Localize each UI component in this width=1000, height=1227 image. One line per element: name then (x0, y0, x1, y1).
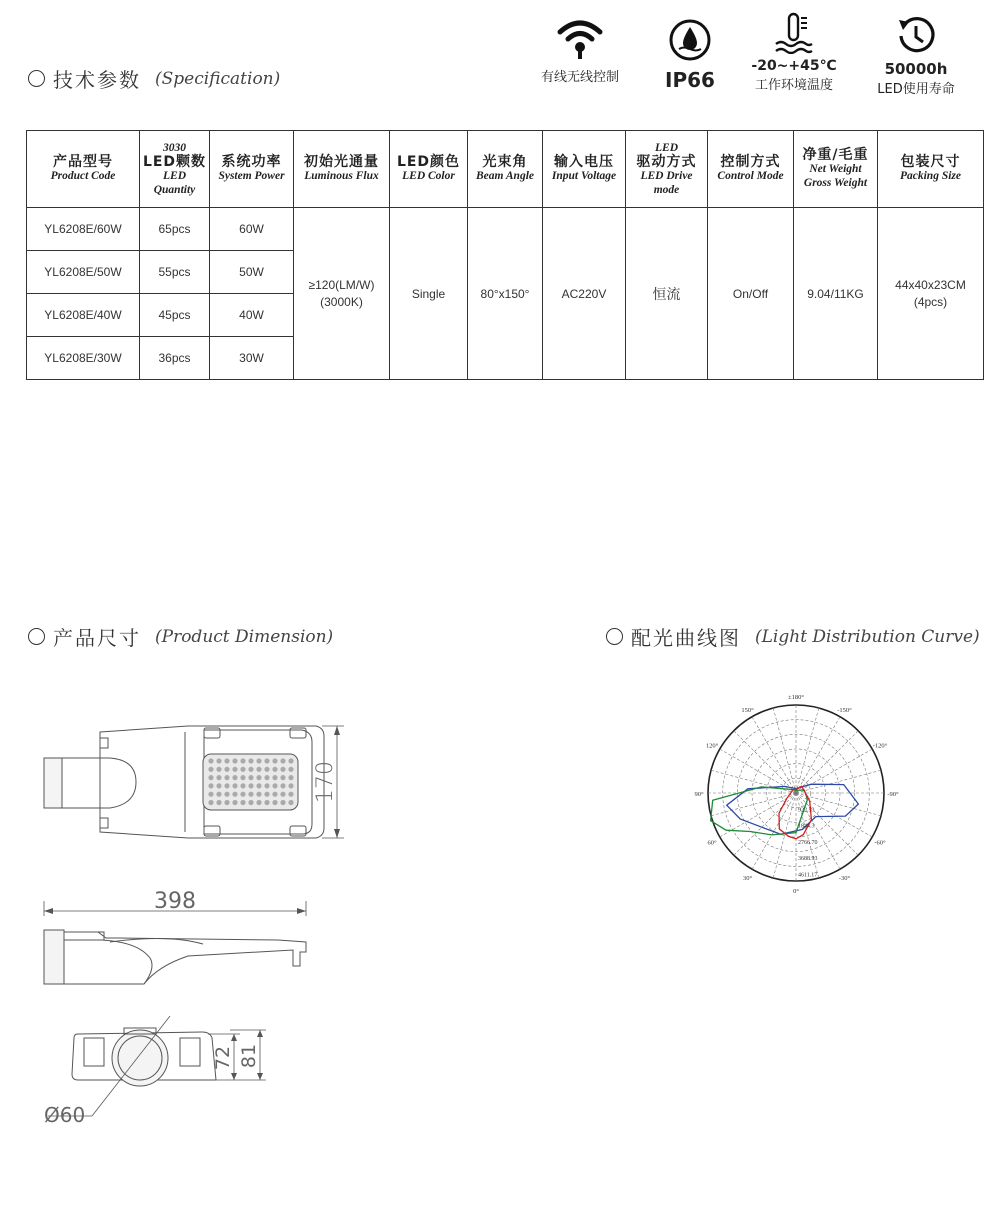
led-dot (264, 767, 269, 772)
led-dot (280, 800, 285, 805)
led-dot (288, 800, 293, 805)
spec-table (26, 130, 984, 380)
polar-angle-label: 30° (742, 875, 753, 883)
cell-model: YL6208E/60W (27, 208, 140, 251)
cell-qty: 36pcs (140, 337, 210, 380)
led-dot (224, 783, 229, 788)
dim-diameter-label: Ø60 (44, 1103, 86, 1127)
dim-width-label: 170 (313, 761, 338, 803)
header-packing-size: 包装尺寸 Packing Size (878, 131, 984, 208)
cell-packing: 44x40x23CM (4pcs) (878, 208, 984, 380)
cell-power: 30W (210, 337, 294, 380)
cell-qty: 55pcs (140, 251, 210, 294)
polar-angle-label: -30° (838, 875, 851, 883)
cell-qty: 45pcs (140, 294, 210, 337)
led-dot (224, 800, 229, 805)
header-control-mode: 控制方式 Control Mode (708, 131, 794, 208)
water-drop-icon (668, 18, 712, 62)
led-dot (272, 775, 277, 780)
cell-weight: 9.04/11KG (794, 208, 878, 380)
led-dot (216, 800, 221, 805)
feature-ip66-label: IP66 (665, 68, 715, 92)
polar-ring-value: 4611.17 (798, 872, 818, 879)
led-dot (216, 775, 221, 780)
header-luminous-flux: 初始光通量 Luminous Flux (294, 131, 390, 208)
led-dot (256, 792, 261, 797)
led-dot (240, 775, 245, 780)
led-dot (208, 800, 213, 805)
polar-angle-label: -90° (887, 791, 899, 798)
thermometer-icon (774, 12, 814, 54)
led-dot (264, 783, 269, 788)
header-led-color: LED颜色 LED Color (390, 131, 468, 208)
table-row (27, 208, 984, 251)
led-dot (224, 792, 229, 797)
led-dot (256, 767, 261, 772)
polar-angle-label: -150° (837, 706, 852, 714)
header-input-voltage: 输入电压 Input Voltage (543, 131, 626, 208)
curve-c0-line (727, 784, 859, 834)
dimension-title-cn: 产品尺寸 (53, 626, 141, 650)
led-dot (280, 758, 285, 763)
end-view-drawing (40, 1008, 280, 1130)
led-dot (264, 800, 269, 805)
curve-title-en: (Light Distribution Curve) (755, 626, 980, 647)
polar-angle-label: 0° (793, 888, 799, 895)
cell-model: YL6208E/50W (27, 251, 140, 294)
feature-lifetime-value: 50000h (884, 60, 948, 78)
led-dot (232, 775, 237, 780)
cell-power: 60W (210, 208, 294, 251)
led-dot (248, 792, 253, 797)
cell-model: YL6208E/30W (27, 337, 140, 380)
led-dot (280, 792, 285, 797)
wifi-icon (556, 14, 604, 60)
led-dot (264, 775, 269, 780)
led-dot (240, 800, 245, 805)
led-dot (240, 792, 245, 797)
spec-title-cn: 技术参数 (53, 68, 141, 92)
led-dot (288, 775, 293, 780)
led-dot (224, 758, 229, 763)
section-bullet-icon (28, 628, 45, 645)
led-dot (216, 783, 221, 788)
polar-angle-label: -60° (874, 839, 886, 847)
led-dot (208, 783, 213, 788)
led-dot (232, 783, 237, 788)
feature-wireless (530, 14, 630, 85)
table-header-row (27, 131, 984, 208)
led-dot (232, 758, 237, 763)
led-dot (248, 783, 253, 788)
led-dot (240, 767, 245, 772)
feature-temperature-label: 工作环境温度 (754, 78, 833, 93)
header-system-power: 系统功率 System Power (210, 131, 294, 208)
led-dot (208, 792, 213, 797)
polar-spoke (796, 770, 881, 793)
led-dot (272, 758, 277, 763)
polar-angle-label: ±180° (788, 695, 804, 701)
led-dot (256, 775, 261, 780)
led-dot (232, 800, 237, 805)
cell-power: 50W (210, 251, 294, 294)
led-dot (272, 800, 277, 805)
clock-icon (895, 16, 937, 56)
led-dot (216, 792, 221, 797)
led-dot (272, 783, 277, 788)
led-dot (240, 758, 245, 763)
spec-section-title (28, 64, 280, 93)
led-dot (272, 767, 277, 772)
dimension-title-en: (Product Dimension) (155, 626, 334, 647)
feature-temperature-value: -20~+45℃ (751, 58, 837, 74)
cell-model: YL6208E/40W (27, 294, 140, 337)
feature-lifetime (866, 16, 966, 97)
led-dot (216, 767, 221, 772)
polar-curve-chart (680, 695, 912, 900)
led-dot (280, 767, 285, 772)
curve-title-cn: 配光曲线图 (631, 626, 741, 650)
polar-angle-label: 90° (694, 791, 704, 798)
cell-flux: ≥120(LM/W) (3000K) (294, 208, 390, 380)
cell-control: On/Off (708, 208, 794, 380)
polar-spoke (734, 793, 796, 855)
led-dot (224, 767, 229, 772)
spec-title-en: (Specification) (155, 68, 281, 89)
led-dot (248, 767, 253, 772)
header-led-quantity: 3030 LED颗数 LED Quantity (140, 131, 210, 208)
led-dot (208, 775, 213, 780)
led-dot (288, 792, 293, 797)
led-dot (248, 800, 253, 805)
led-dot (232, 792, 237, 797)
polar-angle-label: -120° (872, 742, 888, 750)
led-dot (248, 758, 253, 763)
led-dot (272, 792, 277, 797)
feature-temperature (744, 12, 844, 93)
feature-ip66 (650, 18, 730, 92)
cell-beam: 80°x150° (468, 208, 543, 380)
cell-power: 40W (210, 294, 294, 337)
led-dot (208, 758, 213, 763)
header-beam-angle: 光束角 Beam Angle (468, 131, 543, 208)
led-dot (288, 783, 293, 788)
led-dot (232, 767, 237, 772)
polar-angle-label: 120° (705, 742, 719, 750)
dim-length-label: 398 (154, 889, 196, 914)
led-dot (288, 758, 293, 763)
led-dot (280, 783, 285, 788)
led-dot (248, 775, 253, 780)
dimension-section-title (28, 622, 333, 651)
cell-drive: 恒流 (626, 208, 708, 380)
led-dot (216, 758, 221, 763)
cell-color: Single (390, 208, 468, 380)
led-dot (264, 792, 269, 797)
header-weight: 净重/毛重 Net Weight Gross Weight (794, 131, 878, 208)
led-dot (288, 767, 293, 772)
polar-ring-value: 3688.93 (798, 856, 818, 863)
led-dot (208, 767, 213, 772)
led-dot (256, 758, 261, 763)
led-dot (240, 783, 245, 788)
polar-spoke (752, 717, 796, 793)
led-dot (280, 775, 285, 780)
feature-lifetime-label: LED使用寿命 (877, 82, 955, 97)
dim-height1-label: 72 (212, 1045, 234, 1071)
polar-ring-value: 922.53 (798, 807, 815, 814)
led-dot (264, 758, 269, 763)
cell-voltage: AC220V (543, 208, 626, 380)
section-bullet-icon (28, 70, 45, 87)
polar-angle-label: 60° (707, 839, 717, 847)
polar-ring-value: 1844.3 (798, 823, 815, 830)
top-view-drawing (40, 720, 360, 845)
polar-angle-label: 150° (741, 706, 754, 714)
feature-wireless-label: 有线无线控制 (540, 70, 619, 85)
section-bullet-icon (606, 628, 623, 645)
led-dot (256, 783, 261, 788)
header-product-code: 产品型号 Product Code (27, 131, 140, 208)
dim-height2-label: 81 (238, 1043, 260, 1069)
cell-qty: 65pcs (140, 208, 210, 251)
curve-section-title (606, 622, 980, 651)
led-dot (256, 800, 261, 805)
side-view-drawing (38, 886, 328, 996)
header-drive-mode: LED 驱动方式 LED Drive mode (626, 131, 708, 208)
led-dot (224, 775, 229, 780)
polar-ring-value: 2766.70 (798, 839, 818, 846)
